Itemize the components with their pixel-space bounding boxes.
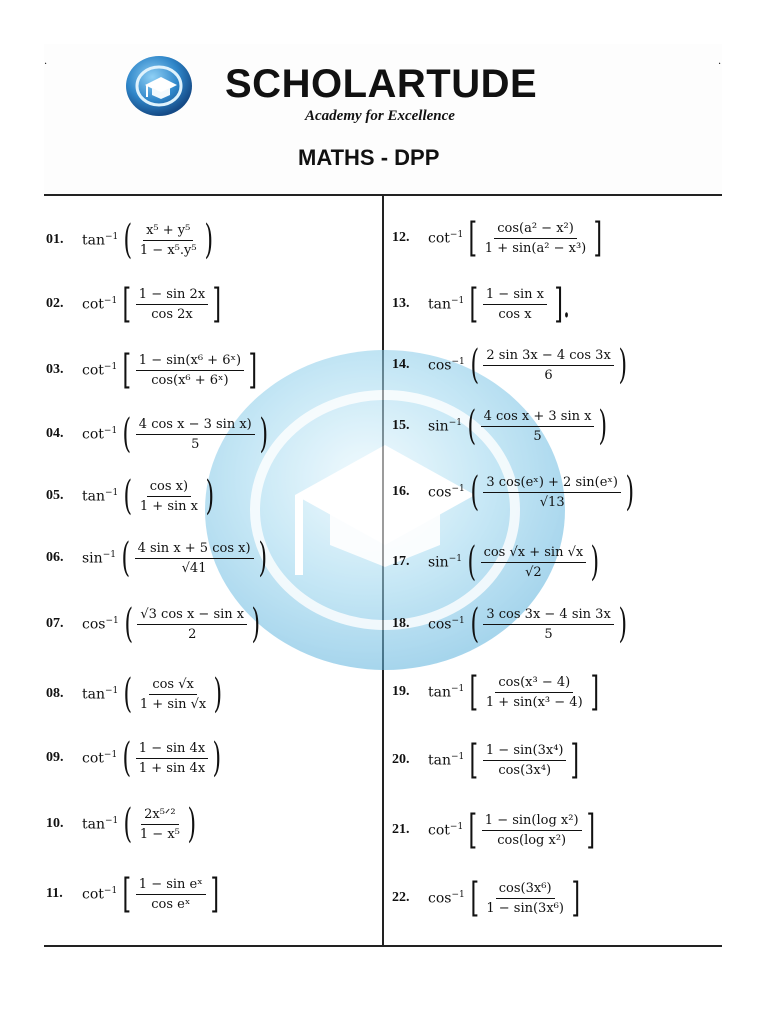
inverse-exponent: −1 — [105, 231, 119, 242]
denominator: cos(3x⁴) — [498, 762, 552, 778]
close-bracket: ] — [570, 737, 580, 783]
function-name: sin — [428, 554, 449, 571]
fraction — [482, 607, 614, 642]
problem-item — [392, 868, 584, 928]
function-name: cot — [428, 230, 450, 247]
fraction — [136, 807, 184, 842]
numerator: 1 − sin 2x — [136, 287, 208, 305]
denominator: 1 + sin(x³ − 4) — [485, 694, 583, 710]
close-bracket: ] — [571, 875, 581, 921]
denominator: √2 — [525, 564, 542, 580]
open-bracket: ( — [124, 601, 133, 647]
function-name: tan — [428, 296, 451, 313]
inverse-function — [82, 686, 118, 703]
problem-number: 16. — [392, 484, 410, 499]
numerator: 3 cos(eˣ) + 2 sin(eˣ) — [483, 475, 621, 493]
open-bracket: ( — [123, 217, 133, 263]
close-bracket: ) — [251, 601, 261, 647]
problem-number: 03. — [46, 362, 64, 377]
inverse-exponent: −1 — [103, 749, 118, 760]
corner-mark-left: . — [44, 56, 48, 67]
denominator: 1 + sin(a² − x³) — [484, 240, 587, 256]
problem-item — [46, 864, 222, 924]
problem-number: 14. — [392, 357, 410, 372]
denominator: 1 − x⁵.y⁵ — [139, 242, 197, 258]
denominator: 1 + sin √x — [139, 696, 207, 712]
problem-number: 12. — [392, 230, 410, 245]
problem-number: 21. — [392, 822, 410, 837]
fraction — [135, 353, 245, 388]
close-bracket: ) — [205, 473, 215, 519]
inverse-function — [428, 822, 463, 839]
open-bracket: ( — [470, 342, 479, 388]
inverse-exponent: −1 — [451, 751, 465, 762]
fraction — [482, 743, 568, 778]
denominator: 1 − sin(3x⁶) — [486, 900, 564, 916]
fraction — [482, 287, 548, 322]
problem-number: 17. — [392, 554, 410, 569]
open-bracket: [ — [469, 281, 479, 327]
numerator: 2 sin 3x − 4 cos 3x — [483, 348, 613, 366]
fraction — [482, 675, 587, 710]
problem-number: 19. — [392, 684, 410, 699]
numerator: 3 cos 3x − 4 sin 3x — [483, 607, 613, 625]
problem-number: 08. — [46, 686, 64, 701]
function-name: tan — [82, 488, 105, 505]
fraction — [135, 417, 256, 452]
inverse-exponent: −1 — [448, 417, 462, 428]
inverse-function — [428, 554, 462, 571]
inverse-exponent: −1 — [451, 483, 465, 494]
inverse-exponent: −1 — [451, 295, 465, 306]
problem-item — [46, 210, 216, 270]
problem-item — [46, 794, 199, 854]
close-bracket: ) — [259, 411, 268, 457]
numerator: 1 − sin(3x⁴) — [483, 743, 567, 761]
problem-item — [46, 664, 226, 724]
problem-number: 11. — [46, 886, 63, 901]
problem-item — [46, 528, 270, 588]
problem-item — [46, 274, 225, 334]
open-bracket: ( — [123, 801, 133, 847]
function-name: cos — [428, 484, 452, 501]
inverse-function — [82, 750, 117, 767]
close-bracket: ] — [590, 669, 599, 715]
function-name: sin — [428, 418, 449, 435]
function-name: tan — [82, 816, 105, 833]
function-name: cos — [428, 890, 452, 907]
problem-number: 05. — [46, 488, 64, 503]
problem-number: 09. — [46, 750, 64, 765]
inverse-exponent: −1 — [449, 821, 464, 832]
inverse-function — [82, 232, 118, 249]
fraction — [135, 741, 209, 776]
inverse-exponent: −1 — [105, 815, 119, 826]
close-bracket: ) — [618, 342, 627, 388]
denominator: cos(x⁶ + 6ˣ) — [151, 372, 229, 388]
open-bracket: ( — [123, 473, 133, 519]
denominator: cos eˣ — [151, 896, 191, 912]
problem-number: 10. — [46, 816, 64, 831]
close-bracket: ) — [625, 469, 635, 515]
problem-item — [392, 462, 638, 522]
denominator: 1 + sin x — [139, 498, 198, 514]
close-bracket: ) — [618, 601, 627, 647]
problem-number: 18. — [392, 616, 410, 631]
function-name: cot — [82, 296, 104, 313]
fraction — [136, 479, 202, 514]
inverse-function — [82, 816, 118, 833]
numerator: 1 − sin(log x²) — [482, 813, 582, 831]
problem-item — [392, 335, 630, 395]
denominator: cos 2x — [151, 306, 193, 322]
inverse-function — [82, 488, 118, 505]
close-bracket: ) — [598, 403, 608, 449]
problem-item — [392, 396, 611, 456]
inverse-exponent: −1 — [103, 885, 118, 896]
function-name: cot — [82, 362, 104, 379]
denominator: 5 — [533, 428, 542, 444]
inverse-function — [82, 296, 117, 313]
denominator: √13 — [539, 494, 565, 510]
inverse-function — [82, 886, 117, 903]
problem-item — [392, 730, 583, 790]
open-bracket: ( — [470, 601, 479, 647]
open-bracket: [ — [468, 807, 478, 853]
problem-item — [392, 532, 603, 592]
open-bracket: ( — [470, 469, 479, 515]
inverse-function — [428, 230, 463, 247]
open-bracket: [ — [469, 669, 479, 715]
problem-number: 13. — [392, 296, 410, 311]
numerator: 4 sin x + 5 cos x) — [135, 541, 254, 559]
inverse-function — [82, 362, 117, 379]
function-name: cos — [82, 616, 106, 633]
inverse-function — [428, 684, 464, 701]
numerator: 1 − sin eˣ — [136, 877, 206, 895]
close-bracket: ] — [248, 347, 258, 393]
inverse-exponent: −1 — [105, 615, 119, 626]
problem-item — [392, 662, 602, 722]
denominator: √41 — [181, 560, 207, 576]
fraction — [481, 813, 583, 848]
graduation-cap-logo-icon — [125, 55, 193, 117]
numerator: cos x) — [147, 479, 191, 497]
close-bracket: ] — [586, 807, 595, 853]
function-name: cot — [82, 750, 104, 767]
open-bracket: ( — [467, 539, 477, 585]
denominator: 1 + sin 4x — [138, 760, 206, 776]
numerator: 4 cos x − 3 sin x) — [136, 417, 255, 435]
fraction — [481, 221, 590, 256]
problem-item — [46, 404, 271, 464]
inverse-function — [82, 550, 116, 567]
function-name: cot — [82, 426, 104, 443]
close-bracket: ]. — [554, 281, 570, 327]
fraction — [136, 677, 210, 712]
inverse-exponent: −1 — [105, 685, 119, 696]
denominator: 1 − x⁵ — [139, 826, 180, 842]
function-name: tan — [428, 752, 451, 769]
denominator: 2 — [188, 626, 197, 642]
problem-number: 15. — [392, 418, 410, 433]
inverse-exponent: −1 — [103, 425, 118, 436]
inverse-exponent: −1 — [102, 549, 116, 560]
numerator: cos(a² − x²) — [494, 221, 577, 239]
open-bracket: ( — [467, 403, 477, 449]
function-name: tan — [428, 684, 451, 701]
inverse-exponent: −1 — [449, 229, 464, 240]
fraction — [482, 348, 614, 383]
problem-item — [46, 728, 225, 788]
function-name: tan — [82, 686, 105, 703]
numerator: cos(x³ − 4) — [495, 675, 573, 693]
problem-number: 06. — [46, 550, 64, 565]
problem-item — [46, 594, 264, 654]
close-bracket: ] — [210, 871, 219, 917]
open-bracket: [ — [469, 737, 479, 783]
numerator: cos √x + sin √x — [481, 545, 587, 563]
inverse-function — [428, 484, 465, 501]
close-bracket: ] — [593, 215, 603, 261]
problem-number: 22. — [392, 890, 410, 905]
inverse-function — [428, 616, 465, 633]
numerator: 1 − sin(x⁶ + 6ˣ) — [136, 353, 244, 371]
function-name: cos — [428, 357, 452, 374]
open-bracket: ( — [122, 411, 132, 457]
numerator: 1 − sin x — [483, 287, 547, 305]
brand-tagline: Academy for Excellence — [305, 108, 455, 124]
problem-item — [392, 274, 576, 334]
fraction — [480, 545, 588, 580]
fraction — [135, 877, 207, 912]
open-bracket: [ — [122, 281, 132, 327]
inverse-function — [428, 418, 462, 435]
problem-item — [392, 800, 598, 860]
close-bracket: ) — [212, 735, 222, 781]
numerator: 1 − sin 4x — [136, 741, 208, 759]
corner-mark-right: . — [718, 56, 722, 67]
problem-number: 02. — [46, 296, 64, 311]
fraction — [135, 287, 209, 322]
function-name: cot — [428, 822, 450, 839]
inverse-exponent: −1 — [448, 553, 462, 564]
denominator: 6 — [544, 367, 553, 383]
open-bracket: [ — [468, 215, 478, 261]
fraction — [482, 475, 622, 510]
brand-name: SCHOLARTUDE — [225, 62, 538, 106]
function-name: sin — [82, 550, 103, 567]
problem-item — [392, 208, 606, 268]
numerator: cos √x — [149, 677, 197, 695]
problem-item — [392, 594, 630, 654]
numerator: x⁵ + y⁵ — [143, 223, 193, 241]
inverse-exponent: −1 — [103, 295, 118, 306]
inverse-exponent: −1 — [451, 889, 465, 900]
open-bracket: [ — [122, 871, 132, 917]
problem-item — [46, 340, 261, 400]
inverse-function — [428, 890, 465, 907]
open-bracket: ( — [121, 535, 131, 581]
close-bracket: ] — [212, 281, 222, 327]
open-bracket: [ — [470, 875, 479, 921]
inverse-exponent: −1 — [105, 487, 119, 498]
numerator: cos(3x⁶) — [496, 881, 555, 899]
problem-number: 07. — [46, 616, 64, 631]
problem-number: 01. — [46, 232, 64, 247]
close-bracket: ) — [213, 671, 223, 717]
open-bracket: ( — [123, 671, 133, 717]
function-name: cos — [428, 616, 452, 633]
numerator: √3 cos x − sin x — [137, 607, 247, 625]
denominator: 5 — [191, 436, 200, 452]
problem-number: 20. — [392, 752, 410, 767]
close-bracket: ) — [590, 539, 600, 585]
fraction — [480, 409, 596, 444]
inverse-function — [428, 357, 465, 374]
numerator: 2x⁵ᐟ² — [141, 807, 179, 825]
problem-item — [46, 466, 218, 526]
close-bracket: ) — [204, 217, 213, 263]
inverse-function — [428, 296, 464, 313]
close-bracket: ) — [187, 801, 196, 847]
document-title: MATHS - DPP — [298, 145, 440, 170]
inverse-exponent: −1 — [103, 361, 118, 372]
inverse-function — [428, 752, 464, 769]
inverse-exponent: −1 — [451, 683, 465, 694]
denominator: cos(log x²) — [497, 832, 567, 848]
inverse-function — [82, 616, 119, 633]
inverse-exponent: −1 — [451, 356, 465, 367]
fraction — [136, 607, 248, 642]
fraction — [482, 881, 568, 916]
denominator: 5 — [544, 626, 553, 642]
fraction — [136, 223, 201, 258]
denominator: cos x — [498, 306, 532, 322]
open-bracket: ( — [122, 735, 132, 781]
close-bracket: ) — [258, 535, 267, 581]
footer-rule — [44, 945, 722, 947]
fraction — [134, 541, 255, 576]
inverse-function — [82, 426, 117, 443]
numerator: 4 cos x + 3 sin x — [481, 409, 595, 427]
function-name: cot — [82, 886, 104, 903]
problem-number: 04. — [46, 426, 64, 441]
open-bracket: [ — [122, 347, 132, 393]
inverse-exponent: −1 — [451, 615, 465, 626]
function-name: tan — [82, 232, 105, 249]
